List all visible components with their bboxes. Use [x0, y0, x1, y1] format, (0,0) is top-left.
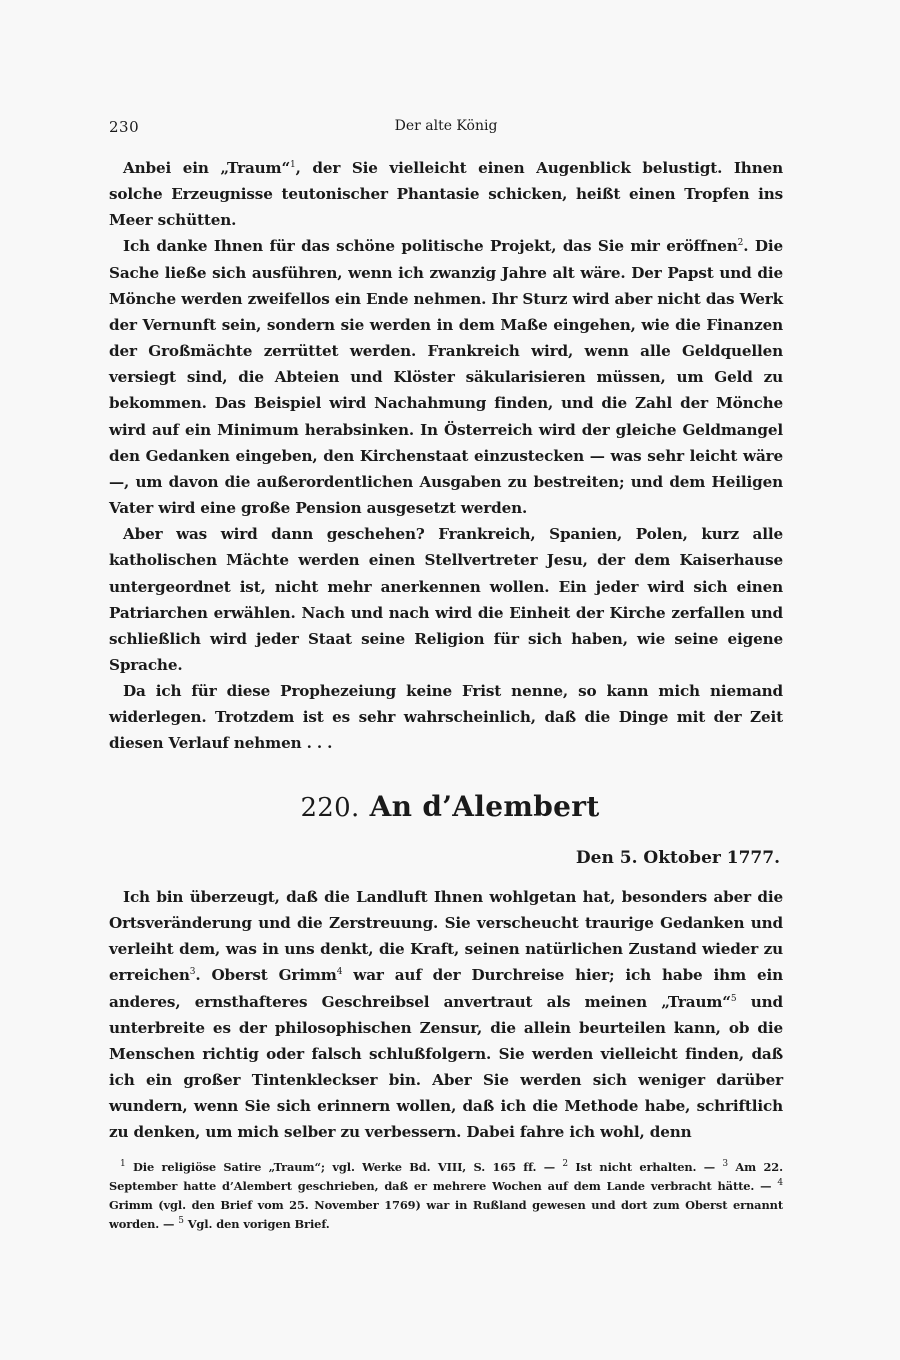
letter-number: 220. — [300, 793, 360, 823]
text-run: . Oberst Grimm — [195, 966, 337, 985]
text-run: und unterbreite es der philosophischen Zensur, die allein beurteilen kann, ob die Menschen richtig oder falsch schlußfolgern. Sie werden vielleicht finden, daß ich ein großer Tintenkleckser bin. Aber Sie werden sich weniger darüber wundern, wenn Sie sich erinnern wollen, daß ich die Methode habe, schriftlich zu denken, um mich selber zu verbessern. Dabei fahre ich wohl, denn — [109, 992, 783, 1142]
text-run: war auf der Durchreise hier; ich habe ihm ein anderes, ernsthafteres Geschreibsel anvertraut als meinen „Traum“ — [109, 966, 783, 1011]
text-run: Ich danke Ihnen für das schöne politische Projekt, das Sie mir eröffnen — [123, 237, 738, 256]
footnotes — [109, 1158, 783, 1234]
footnote-marker: 2 — [562, 1159, 568, 1170]
footnote-run: Die religiöse Satire „Traum“; vgl. Werke Bd. VIII, S. 165 ff. — — [125, 1160, 563, 1174]
footnote-ref[interactable]: 3 — [189, 967, 196, 978]
paragraph — [109, 521, 783, 678]
text-run: . Die Sache ließe sich ausführen, wenn ich zwanzig Jahre alt wäre. Der Papst und die Mönche werden zweifellos ein Ende nehmen. Ihr Sturz wird aber nicht das Werk der Vernunft sein, sondern sie werden in dem Maße eingehen, wie die Finanzen der Großmächte zerrüttet werden. Frankreich wird, wenn alle Geldquellen versiegt sind, die Abteien und Klöster säkularisieren müssen, um Geld zu bekommen. Das Beispiel wird Nachahmung finden, und die Zahl der Mönche wird auf ein Minimum herabsinken. In Österreich wird der gleiche Geldmangel den Gedanken eingeben, den Kirchenstaat einzustecken — was sehr leicht wäre —, um davon die außerordentlichen Ausgaben zu bestreiten; und dem Heiligen Vater wird eine große Pension ausgesetzt werden. — [109, 237, 783, 518]
text-run: Anbei ein „Traum“ — [123, 159, 291, 177]
footnote-run: Am 22. September hatte d’Alembert geschrieben, daß er mehrere Wochen auf dem Lande verbracht hätte. — — [109, 1160, 783, 1193]
letter-heading — [0, 790, 900, 823]
footnote-marker: 3 — [722, 1159, 729, 1170]
footnote-ref[interactable]: 2 — [737, 238, 744, 249]
footnote-ref[interactable]: 1 — [290, 159, 296, 170]
letter-title: An d’Alembert — [369, 790, 600, 823]
running-head — [109, 118, 783, 138]
letter-date: Den 5. Oktober 1777. — [575, 848, 780, 868]
letter-continuation — [109, 155, 783, 757]
footnote-text — [109, 1158, 783, 1234]
footnote-ref[interactable]: 4 — [336, 967, 343, 978]
footnote-run: Grimm (vgl. den Brief vom 25. November 1769) war in Rußland gewesen und dort zum Oberst ernannt worden. — — [109, 1198, 783, 1231]
text-run: Ich bin überzeugt, daß die Landluft Ihnen wohlgetan hat, besonders aber die Ortsveränderung und die Zerstreuung. Sie verscheucht traurige Gedanken und verleiht dem, was in uns denkt, die Kraft, seinen natürlichen Zustand wieder zu erreichen — [109, 888, 783, 985]
footnote-run: Ist nicht erhalten. — — [567, 1160, 723, 1174]
footnote-ref[interactable]: 5 — [730, 993, 737, 1004]
paragraph — [109, 884, 783, 1146]
paragraph — [109, 155, 783, 233]
paragraph — [109, 678, 783, 756]
running-head-title: Der alte König — [394, 118, 498, 134]
footnote-marker: 5 — [178, 1216, 184, 1227]
paragraph — [109, 233, 783, 521]
text-run: Aber was wird dann geschehen? Frankreich, Spanien, Polen, kurz alle katholischen Mächte werden einen Stellvertreter Jesu, der dem Kaiserhause untergeordnet ist, nicht mehr anerkennen wollen. Ein jeder wird sich einen Patriarchen erwählen. Nach und nach wird die Einheit der Kirche zerfallen und schließlich wird jeder Staat seine Religion für sich haben, wie seine eigene Sprache. — [109, 525, 783, 674]
letter-body — [109, 884, 783, 1146]
footnote-marker: 1 — [120, 1159, 126, 1170]
page-number: 230 — [109, 118, 140, 136]
footnote-run: Vgl. den vorigen Brief. — [183, 1217, 330, 1231]
footnote-marker: 4 — [777, 1178, 783, 1189]
text-run: , der Sie vielleicht einen Augenblick belustigt. Ihnen solche Erzeugnisse teutonischer Phantasie schicken, heißt einen Tropfen ins Meer schütten. — [109, 159, 783, 230]
text-run: Da ich für diese Prophezeiung keine Frist nenne, so kann mich niemand widerlegen. Trotzdem ist es sehr wahrscheinlich, daß die Dinge mit der Zeit diesen Verlauf nehmen . . . — [109, 682, 783, 753]
